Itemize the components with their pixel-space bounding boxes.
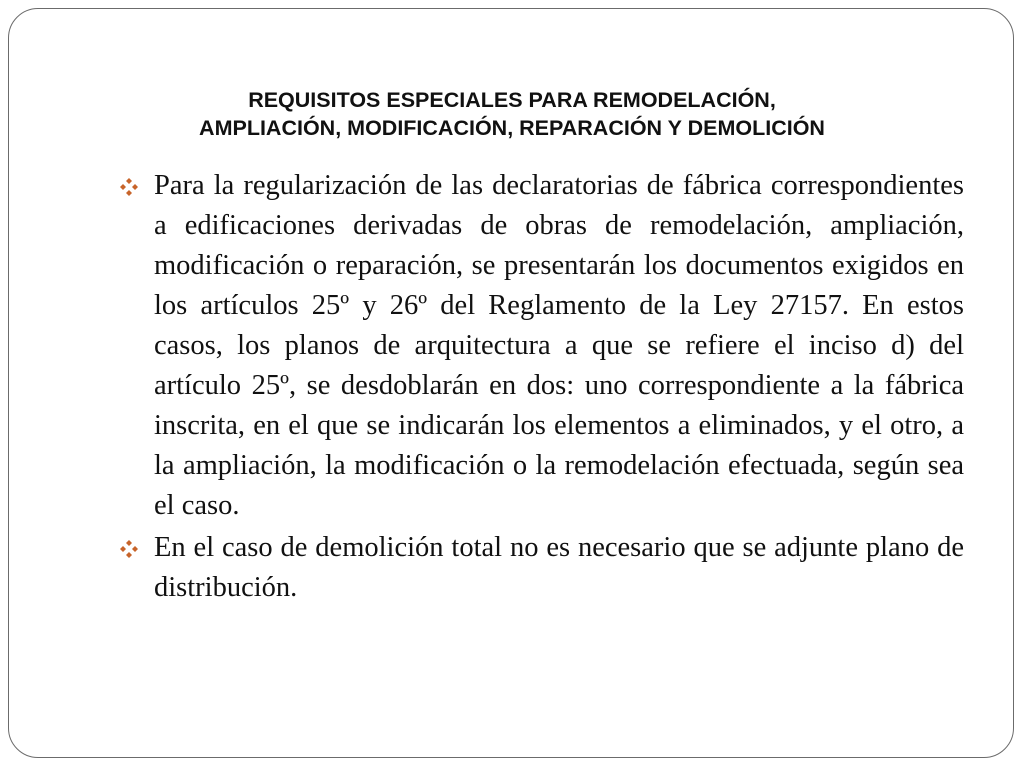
bullet-text: Para la regularización de las declaratorias de fábrica correspondientes a edificaciones derivadas de obras de remodelación, ampliación, modificación o reparación, se presentarán los documentos exigidos en los artículos 25º y 26º del Reglamento de la Ley 27157. En estos casos, los planos de arquitectura a que se refiere el inciso d) del artículo 25º, se desdoblarán en dos: uno correspondiente a la fábrica inscrita, en el que se indicarán los elementos a eliminados, y el otro, a la ampliación, la modificación o la remodelación efectuada, según sea el caso. [154,170,964,521]
diamond-bullet-icon [120,540,146,558]
bullet-text: En el caso de demolición total no es necesario que se adjunte plano de distribución. [154,532,964,603]
title-line-1: REQUISITOS ESPECIALES PARA REMODELACIÓN, [248,88,776,112]
title-line-2: AMPLIACIÓN, MODIFICACIÓN, REPARACIÓN Y DEMOLICIÓN [199,116,825,140]
slide-title [60,86,964,142]
diamond-bullet-icon [120,178,146,196]
bullet-list [118,166,964,610]
bullet-item [118,528,964,608]
bullet-item [118,166,964,526]
